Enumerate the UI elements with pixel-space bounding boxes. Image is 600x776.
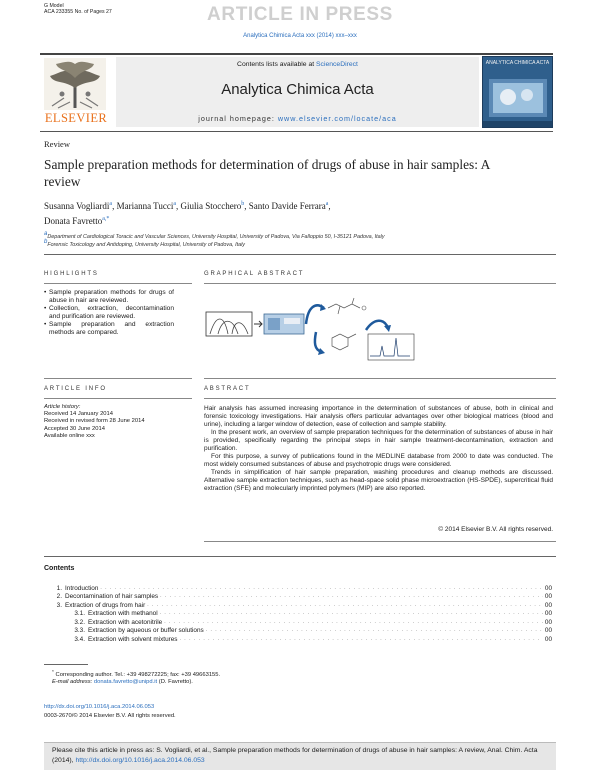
toc-leader (206, 627, 543, 634)
curved-arrow-icon (366, 321, 388, 330)
toc-title[interactable]: Decontamination of hair samples (65, 593, 159, 600)
toc-leader (164, 619, 543, 626)
author-affiliation-mark[interactable]: b (241, 201, 245, 207)
author-affiliation-mark[interactable]: a (109, 201, 113, 207)
citation-body: Please cite this article in press as: S. Vogliardi, et al., Sample preparation methods for determination of drugs of abuse in hair samples: A review, Anal. Chim. Acta (2014), (52, 747, 538, 764)
section-divider (44, 556, 556, 557)
online-date: Available online xxx (44, 432, 95, 439)
sciencedirect-link[interactable]: ScienceDirect (316, 61, 358, 68)
cover-journal-name: ANALYTICA CHIMICA ACTA (485, 60, 550, 66)
affiliation-text: Forensic Toxicology and Antidoping, University Hospital, University of Padova, Italy (47, 241, 245, 248)
contents-heading: Contents (44, 565, 75, 572)
banner-bottom-rule (40, 131, 553, 132)
toc-entry[interactable] (44, 626, 552, 635)
toc-entry[interactable] (44, 617, 552, 626)
toc-page: 00 (544, 610, 552, 617)
article-number: ACA 233355 No. of Pages 27 (44, 9, 112, 15)
toc-entry[interactable] (44, 600, 552, 609)
abstract-paragraph: Trends in simplification of hair sample preparation, washing procedures and cleanup methods are discussed. Alternative sample extraction techniques, such as head-space solid phase microextraction (HS-SPDE), supercritical fluid extraction (SFE) and molecularly imprinted polymers (MIP) are also reported. (204, 469, 553, 493)
toc-leader (160, 593, 543, 600)
abstract-heading: ABSTRACT (204, 386, 251, 392)
toc-title[interactable]: Extraction of drugs from hair (65, 601, 146, 609)
highlight-item: • Sample preparation and extraction methods are compared. (44, 321, 174, 337)
toc-number: 3.2. (74, 618, 85, 626)
highlights-heading: HIGHLIGHTS (44, 271, 99, 277)
toc-title[interactable]: Extraction with methanol (88, 610, 158, 617)
divider (204, 283, 556, 284)
footnote-rule (44, 664, 88, 665)
toc-leader (147, 602, 543, 609)
copyright-notice: © 2014 Elsevier B.V. All rights reserved. (438, 526, 553, 533)
affiliation-text: Department of Cardiological Toracic and Vascular Sciences, University Hospital, University of Padova, Via Falloppio 50, I-35121 Padova, Italy (47, 233, 385, 240)
article-title: Sample preparation methods for determination of drugs of abuse in hair samples: A review (44, 157, 490, 189)
toc-number: 3.1. (74, 610, 85, 617)
journal-homepage-line (116, 114, 479, 123)
toc-title[interactable]: Introduction (65, 584, 99, 592)
toc-entry[interactable] (44, 592, 552, 601)
divider (204, 398, 556, 399)
author-name[interactable]: Giulia Stocchero (180, 201, 242, 211)
cover-art-icon (483, 57, 553, 128)
toc-number: 3.3. (74, 627, 85, 634)
toc-entry[interactable] (44, 634, 552, 643)
toc-number: 2. (56, 593, 62, 600)
toc-number: 1. (56, 584, 62, 592)
toc-title[interactable]: Extraction by aqueous or buffer solutions (88, 627, 204, 634)
email-link[interactable]: donata.favretto@unipd.it (93, 679, 158, 685)
highlight-item: • Collection, extraction, decontamination and purification are reviewed. (44, 305, 174, 321)
email-line (52, 679, 193, 685)
abstract-paragraph: Hair analysis has assumed increasing importance in the determination of substances of abuse, both in clinical and forensic toxicology investigations. Hair analysis offers particular advantages over other biological matrices (blood and urine), including a larger window of detection, ease of collection and sample stability. (204, 405, 553, 429)
divider (204, 541, 556, 542)
homepage-label: journal homepage: (198, 114, 278, 123)
graphical-abstract-heading: GRAPHICAL ABSTRACT (204, 271, 305, 277)
accepted-date: Accepted 30 June 2014 (44, 425, 105, 432)
affiliation-mark: a (44, 231, 48, 237)
toc-page: 00 (544, 601, 552, 609)
journal-cover-image (482, 56, 553, 128)
abstract-body (204, 405, 553, 494)
article-type-label: Review (44, 139, 70, 149)
history-label: Article history: (44, 404, 81, 410)
issn-line: 0003-2670/© 2014 Elsevier B.V. All rights reserved. (44, 713, 176, 719)
author-name[interactable]: Marianna Tucci (116, 201, 174, 211)
toc-leader (100, 585, 542, 592)
corresponding-author-note (52, 670, 220, 678)
toc-page: 00 (544, 593, 552, 600)
toc-page: 00 (544, 618, 552, 626)
contents-available-line (116, 61, 479, 68)
citation-doi-link[interactable]: http://dx.doi.org/10.1016/j.aca.2014.06.053 (75, 756, 205, 764)
email-owner: (D. Favretto). (157, 679, 193, 685)
toc-page: 00 (544, 635, 552, 643)
divider (44, 398, 192, 399)
author-affiliation-mark[interactable]: a,* (102, 216, 110, 222)
table-of-contents (44, 583, 552, 643)
email-label: E-mail address: (52, 679, 94, 685)
abstract-paragraph: For this purpose, a survey of publications found in the MEDLINE database from 2000 to date was conducted. The most widely consumed substances of abuse and psychotropic drugs were considered. (204, 453, 553, 469)
corresponding-author-text: Corresponding author. Tel.: +39 498272225; fax: +39 49663155. (55, 671, 221, 678)
toc-number: 3. (56, 601, 62, 609)
abstract-paragraph: In the present work, an overview of sample preparation techniques for the determination of substances of abuse in hair is provided, specifically regarding the principal steps in hair sample treatment-decontamination, extraction and purification. (204, 429, 553, 453)
citation-text (52, 746, 552, 765)
toc-page: 00 (544, 584, 552, 592)
molecule-icon (328, 298, 360, 314)
footnote-mark: * (52, 670, 54, 675)
elsevier-tree-logo-icon (44, 58, 106, 110)
toc-entry[interactable] (44, 609, 552, 618)
publisher-logo-text[interactable]: ELSEVIER (44, 111, 108, 125)
affiliation-mark: b (44, 239, 48, 245)
highlights-list (44, 289, 174, 337)
toc-number: 3.4. (74, 635, 85, 643)
homepage-link[interactable]: www.elsevier.com/locate/aca (277, 114, 397, 123)
author-name[interactable]: Donata Favretto (44, 216, 103, 226)
divider (44, 283, 192, 284)
toc-leader (160, 610, 543, 617)
received-date: Received 14 January 2014 (44, 411, 113, 418)
banner-top-rule (40, 53, 553, 55)
molecule-icon (332, 334, 356, 350)
toc-page: 00 (544, 627, 552, 634)
section-divider (44, 254, 556, 255)
author-affiliation-mark[interactable]: a (173, 201, 177, 207)
journal-title: Analytica Chimica Acta (221, 81, 374, 98)
journal-citation-link[interactable]: Analytica Chimica Acta xxx (2014) xxx–xxx (243, 33, 357, 39)
article-info-heading: ARTICLE INFO (44, 386, 107, 392)
author-list: Susanna Vogliardi$^a$, Marianna Tucci$^a$, Giulia Stocchero$^b$, Santo Davide Ferrara$^a$, Donata Favretto$^{a,*}$ (44, 201, 331, 226)
article-history (44, 404, 192, 440)
author-affiliation-mark[interactable]: a (325, 201, 329, 207)
toc-title[interactable]: Extraction with solvent mixtures (88, 635, 178, 643)
contents-prefix: Contents lists available at (237, 61, 317, 68)
affiliation-b (44, 239, 564, 248)
divider (44, 378, 192, 379)
article-id-block (44, 3, 112, 15)
highlight-item: • Sample preparation methods for drugs of abuse in hair are reviewed. (44, 289, 174, 305)
toc-title[interactable]: Extraction with acetonitrile (88, 618, 163, 626)
toc-leader (180, 636, 543, 643)
arrow-icon (254, 321, 262, 327)
gmodel-label: G Model (44, 3, 64, 9)
article-in-press-banner: ARTICLE IN PRESS (207, 4, 393, 25)
revised-date: Received in revised form 28 June 2014 (44, 418, 145, 425)
graphical-abstract-figure[interactable] (204, 294, 556, 369)
divider (204, 378, 556, 379)
toc-entry[interactable] (44, 583, 552, 592)
hair-sample-icon (206, 312, 252, 336)
doi-link[interactable]: http://dx.doi.org/10.1016/j.aca.2014.06.053 (44, 704, 155, 710)
author-name[interactable]: Susanna Vogliardi (44, 201, 110, 211)
author-name[interactable]: Santo Davide Ferrara (248, 201, 326, 211)
